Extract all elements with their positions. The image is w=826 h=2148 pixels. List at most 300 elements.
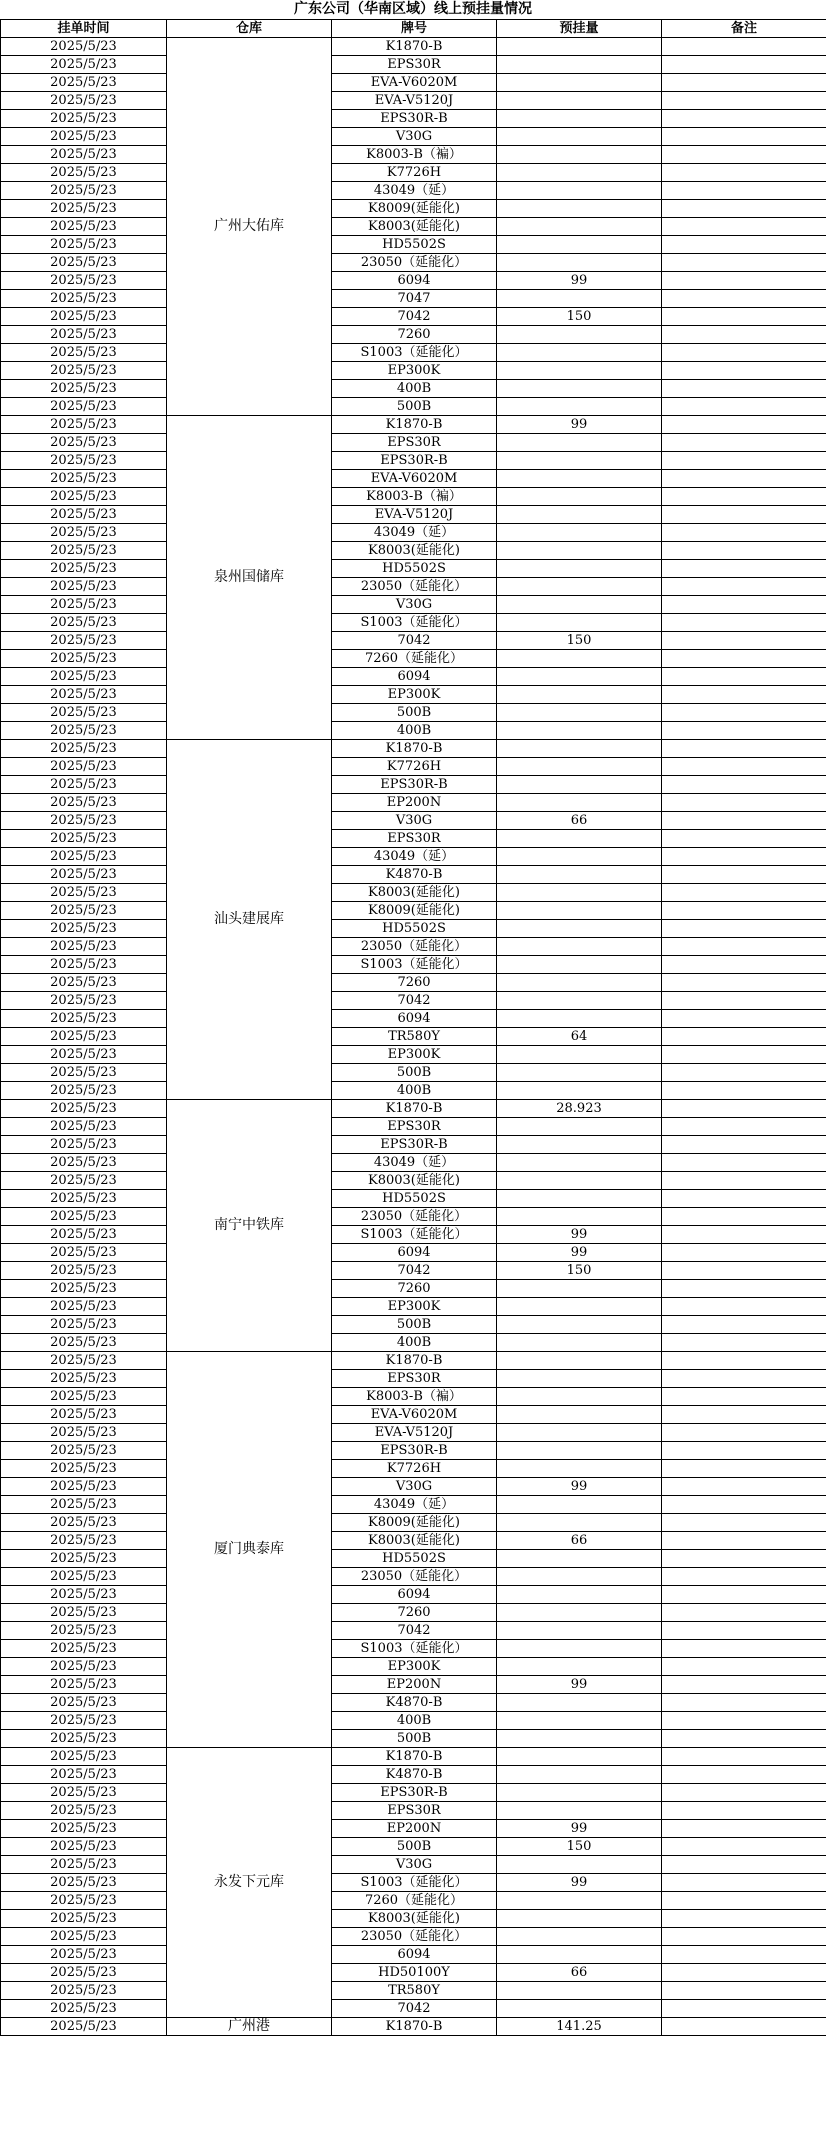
cell-grade[interactable]: V30G (332, 1856, 497, 1874)
cell-remark[interactable] (662, 1730, 826, 1748)
cell-time[interactable]: 2025/5/23 (1, 1136, 167, 1154)
cell-grade[interactable]: 7042 (332, 308, 497, 326)
cell-grade[interactable]: HD5502S (332, 920, 497, 938)
cell-grade[interactable]: EVA-V6020M (332, 74, 497, 92)
cell-grade[interactable]: EPS30R (332, 434, 497, 452)
cell-time[interactable]: 2025/5/23 (1, 326, 167, 344)
cell-quantity[interactable] (497, 1064, 662, 1082)
cell-grade[interactable]: 7260 (332, 1280, 497, 1298)
cell-remark[interactable] (662, 1262, 826, 1280)
cell-remark[interactable] (662, 182, 826, 200)
cell-remark[interactable] (662, 416, 826, 434)
cell-quantity[interactable] (497, 704, 662, 722)
cell-grade[interactable]: 23050（延能化） (332, 578, 497, 596)
cell-time[interactable]: 2025/5/23 (1, 1442, 167, 1460)
cell-grade[interactable]: K7726H (332, 758, 497, 776)
cell-grade[interactable]: 500B (332, 704, 497, 722)
cell-grade[interactable]: 500B (332, 398, 497, 416)
cell-grade[interactable]: 23050（延能化） (332, 254, 497, 272)
cell-warehouse[interactable]: 广州港 (167, 2018, 332, 2036)
cell-time[interactable]: 2025/5/23 (1, 902, 167, 920)
cell-quantity[interactable] (497, 1586, 662, 1604)
cell-time[interactable]: 2025/5/23 (1, 182, 167, 200)
cell-quantity[interactable]: 99 (497, 1244, 662, 1262)
cell-quantity[interactable] (497, 848, 662, 866)
cell-grade[interactable]: 7042 (332, 632, 497, 650)
cell-remark[interactable] (662, 1874, 826, 1892)
cell-remark[interactable] (662, 830, 826, 848)
cell-time[interactable]: 2025/5/23 (1, 1262, 167, 1280)
cell-time[interactable]: 2025/5/23 (1, 56, 167, 74)
cell-time[interactable]: 2025/5/23 (1, 362, 167, 380)
cell-quantity[interactable] (497, 1208, 662, 1226)
cell-grade[interactable]: K1870-B (332, 1100, 497, 1118)
cell-time[interactable]: 2025/5/23 (1, 1532, 167, 1550)
cell-time[interactable]: 2025/5/23 (1, 74, 167, 92)
cell-quantity[interactable] (497, 1460, 662, 1478)
cell-time[interactable]: 2025/5/23 (1, 1514, 167, 1532)
cell-quantity[interactable]: 66 (497, 1964, 662, 1982)
cell-time[interactable]: 2025/5/23 (1, 1046, 167, 1064)
cell-time[interactable]: 2025/5/23 (1, 542, 167, 560)
cell-quantity[interactable] (497, 146, 662, 164)
cell-remark[interactable] (662, 1244, 826, 1262)
cell-quantity[interactable]: 66 (497, 1532, 662, 1550)
cell-time[interactable]: 2025/5/23 (1, 1100, 167, 1118)
cell-quantity[interactable] (497, 1496, 662, 1514)
cell-quantity[interactable]: 99 (497, 1820, 662, 1838)
cell-time[interactable]: 2025/5/23 (1, 272, 167, 290)
cell-remark[interactable] (662, 1658, 826, 1676)
cell-grade[interactable]: 7042 (332, 1622, 497, 1640)
cell-quantity[interactable] (497, 74, 662, 92)
cell-time[interactable]: 2025/5/23 (1, 1730, 167, 1748)
cell-quantity[interactable] (497, 1280, 662, 1298)
cell-remark[interactable] (662, 1496, 826, 1514)
cell-quantity[interactable] (497, 758, 662, 776)
cell-grade[interactable]: 23050（延能化） (332, 938, 497, 956)
cell-time[interactable]: 2025/5/23 (1, 1784, 167, 1802)
cell-remark[interactable] (662, 398, 826, 416)
cell-remark[interactable] (662, 1676, 826, 1694)
cell-grade[interactable]: K8003(延能化) (332, 1532, 497, 1550)
cell-remark[interactable] (662, 1370, 826, 1388)
cell-time[interactable]: 2025/5/23 (1, 1586, 167, 1604)
cell-time[interactable]: 2025/5/23 (1, 1388, 167, 1406)
cell-quantity[interactable]: 28.923 (497, 1100, 662, 1118)
cell-time[interactable]: 2025/5/23 (1, 344, 167, 362)
cell-grade[interactable]: 7042 (332, 2000, 497, 2018)
cell-quantity[interactable] (497, 1352, 662, 1370)
cell-grade[interactable]: S1003（延能化） (332, 956, 497, 974)
cell-remark[interactable] (662, 74, 826, 92)
cell-time[interactable]: 2025/5/23 (1, 1712, 167, 1730)
cell-quantity[interactable] (497, 1784, 662, 1802)
cell-grade[interactable]: V30G (332, 1478, 497, 1496)
cell-time[interactable]: 2025/5/23 (1, 578, 167, 596)
cell-quantity[interactable] (497, 344, 662, 362)
cell-remark[interactable] (662, 902, 826, 920)
cell-time[interactable]: 2025/5/23 (1, 236, 167, 254)
cell-grade[interactable]: V30G (332, 128, 497, 146)
cell-grade[interactable]: 23050（延能化） (332, 1568, 497, 1586)
cell-remark[interactable] (662, 2018, 826, 2036)
cell-grade[interactable]: S1003（延能化） (332, 614, 497, 632)
cell-quantity[interactable] (497, 650, 662, 668)
cell-grade[interactable]: EPS30R-B (332, 776, 497, 794)
cell-grade[interactable]: EPS30R-B (332, 110, 497, 128)
cell-grade[interactable]: EVA-V5120J (332, 506, 497, 524)
cell-grade[interactable]: HD5502S (332, 236, 497, 254)
cell-grade[interactable]: HD50100Y (332, 1964, 497, 1982)
cell-grade[interactable]: 43049（延） (332, 1154, 497, 1172)
cell-time[interactable]: 2025/5/23 (1, 1856, 167, 1874)
cell-time[interactable]: 2025/5/23 (1, 146, 167, 164)
cell-remark[interactable] (662, 758, 826, 776)
cell-remark[interactable] (662, 920, 826, 938)
cell-grade[interactable]: 7260 (332, 1604, 497, 1622)
cell-time[interactable]: 2025/5/23 (1, 776, 167, 794)
cell-warehouse[interactable]: 南宁中铁库 (167, 1100, 332, 1352)
cell-time[interactable]: 2025/5/23 (1, 650, 167, 668)
cell-grade[interactable]: K8003(延能化) (332, 1172, 497, 1190)
cell-remark[interactable] (662, 128, 826, 146)
cell-grade[interactable]: K8003-B（褊） (332, 1388, 497, 1406)
cell-grade[interactable]: 500B (332, 1730, 497, 1748)
cell-quantity[interactable] (497, 938, 662, 956)
cell-remark[interactable] (662, 1460, 826, 1478)
cell-quantity[interactable] (497, 452, 662, 470)
cell-time[interactable]: 2025/5/23 (1, 920, 167, 938)
cell-remark[interactable] (662, 1172, 826, 1190)
cell-remark[interactable] (662, 1946, 826, 1964)
cell-time[interactable]: 2025/5/23 (1, 596, 167, 614)
cell-remark[interactable] (662, 992, 826, 1010)
cell-grade[interactable]: K1870-B (332, 416, 497, 434)
cell-remark[interactable] (662, 308, 826, 326)
cell-quantity[interactable]: 99 (497, 1676, 662, 1694)
cell-time[interactable]: 2025/5/23 (1, 794, 167, 812)
cell-grade[interactable]: EPS30R-B (332, 452, 497, 470)
cell-quantity[interactable] (497, 1802, 662, 1820)
cell-grade[interactable]: EP300K (332, 1298, 497, 1316)
cell-time[interactable]: 2025/5/23 (1, 974, 167, 992)
cell-time[interactable]: 2025/5/23 (1, 308, 167, 326)
cell-time[interactable]: 2025/5/23 (1, 1676, 167, 1694)
cell-quantity[interactable] (497, 1316, 662, 1334)
cell-quantity[interactable]: 99 (497, 1874, 662, 1892)
cell-time[interactable]: 2025/5/23 (1, 92, 167, 110)
cell-quantity[interactable] (497, 1622, 662, 1640)
cell-quantity[interactable] (497, 1118, 662, 1136)
cell-time[interactable]: 2025/5/23 (1, 164, 167, 182)
header-remark[interactable]: 备注 (662, 20, 826, 38)
cell-time[interactable]: 2025/5/23 (1, 1280, 167, 1298)
cell-remark[interactable] (662, 1082, 826, 1100)
cell-remark[interactable] (662, 1838, 826, 1856)
cell-remark[interactable] (662, 434, 826, 452)
cell-quantity[interactable] (497, 1046, 662, 1064)
cell-remark[interactable] (662, 56, 826, 74)
cell-remark[interactable] (662, 1136, 826, 1154)
cell-time[interactable]: 2025/5/23 (1, 1550, 167, 1568)
header-quantity[interactable]: 预挂量 (497, 20, 662, 38)
cell-quantity[interactable] (497, 92, 662, 110)
cell-time[interactable]: 2025/5/23 (1, 866, 167, 884)
cell-grade[interactable]: 7042 (332, 1262, 497, 1280)
cell-remark[interactable] (662, 1298, 826, 1316)
cell-quantity[interactable]: 150 (497, 1262, 662, 1280)
cell-time[interactable]: 2025/5/23 (1, 1982, 167, 2000)
cell-remark[interactable] (662, 1586, 826, 1604)
cell-time[interactable]: 2025/5/23 (1, 290, 167, 308)
cell-grade[interactable]: EP200N (332, 1676, 497, 1694)
cell-time[interactable]: 2025/5/23 (1, 1028, 167, 1046)
cell-remark[interactable] (662, 1550, 826, 1568)
cell-remark[interactable] (662, 1802, 826, 1820)
cell-grade[interactable]: K8003-B（褊） (332, 488, 497, 506)
cell-time[interactable]: 2025/5/23 (1, 1640, 167, 1658)
cell-time[interactable]: 2025/5/23 (1, 1946, 167, 1964)
cell-grade[interactable]: 7047 (332, 290, 497, 308)
cell-quantity[interactable] (497, 668, 662, 686)
cell-warehouse[interactable]: 泉州国储库 (167, 416, 332, 740)
cell-quantity[interactable] (497, 1082, 662, 1100)
cell-remark[interactable] (662, 848, 826, 866)
cell-grade[interactable]: 7260 (332, 974, 497, 992)
cell-time[interactable]: 2025/5/23 (1, 1478, 167, 1496)
cell-remark[interactable] (662, 1280, 826, 1298)
cell-quantity[interactable]: 64 (497, 1028, 662, 1046)
cell-remark[interactable] (662, 1424, 826, 1442)
cell-grade[interactable]: EPS30R (332, 56, 497, 74)
cell-time[interactable]: 2025/5/23 (1, 758, 167, 776)
cell-grade[interactable]: K4870-B (332, 866, 497, 884)
cell-grade[interactable]: K8003(延能化) (332, 884, 497, 902)
cell-quantity[interactable]: 141.25 (497, 2018, 662, 2036)
cell-quantity[interactable] (497, 524, 662, 542)
cell-time[interactable]: 2025/5/23 (1, 38, 167, 56)
cell-remark[interactable] (662, 578, 826, 596)
cell-time[interactable]: 2025/5/23 (1, 524, 167, 542)
cell-grade[interactable]: K8003(延能化) (332, 1910, 497, 1928)
cell-quantity[interactable] (497, 110, 662, 128)
cell-remark[interactable] (662, 1892, 826, 1910)
cell-remark[interactable] (662, 1910, 826, 1928)
cell-remark[interactable] (662, 1478, 826, 1496)
cell-grade[interactable]: 400B (332, 380, 497, 398)
cell-quantity[interactable]: 150 (497, 632, 662, 650)
cell-time[interactable]: 2025/5/23 (1, 2018, 167, 2036)
cell-remark[interactable] (662, 290, 826, 308)
cell-quantity[interactable] (497, 1154, 662, 1172)
cell-grade[interactable]: K8003-B（褊） (332, 146, 497, 164)
cell-grade[interactable]: 400B (332, 722, 497, 740)
cell-time[interactable]: 2025/5/23 (1, 1244, 167, 1262)
cell-remark[interactable] (662, 344, 826, 362)
cell-grade[interactable]: K8009(延能化) (332, 200, 497, 218)
cell-quantity[interactable] (497, 1766, 662, 1784)
cell-quantity[interactable] (497, 236, 662, 254)
cell-grade[interactable]: 7260（延能化） (332, 650, 497, 668)
cell-grade[interactable]: K7726H (332, 164, 497, 182)
cell-quantity[interactable] (497, 1406, 662, 1424)
cell-grade[interactable]: 7042 (332, 992, 497, 1010)
cell-time[interactable]: 2025/5/23 (1, 200, 167, 218)
cell-remark[interactable] (662, 1064, 826, 1082)
cell-quantity[interactable] (497, 956, 662, 974)
cell-time[interactable]: 2025/5/23 (1, 128, 167, 146)
cell-quantity[interactable] (497, 1172, 662, 1190)
cell-quantity[interactable] (497, 1640, 662, 1658)
cell-warehouse[interactable]: 永发下元库 (167, 1748, 332, 2018)
cell-quantity[interactable] (497, 830, 662, 848)
cell-time[interactable]: 2025/5/23 (1, 1424, 167, 1442)
cell-remark[interactable] (662, 1010, 826, 1028)
cell-quantity[interactable] (497, 2000, 662, 2018)
cell-remark[interactable] (662, 560, 826, 578)
cell-remark[interactable] (662, 1982, 826, 2000)
cell-time[interactable]: 2025/5/23 (1, 560, 167, 578)
cell-time[interactable]: 2025/5/23 (1, 1748, 167, 1766)
cell-quantity[interactable] (497, 1136, 662, 1154)
cell-time[interactable]: 2025/5/23 (1, 1208, 167, 1226)
cell-time[interactable]: 2025/5/23 (1, 614, 167, 632)
cell-remark[interactable] (662, 326, 826, 344)
cell-quantity[interactable] (497, 1514, 662, 1532)
cell-grade[interactable]: EVA-V6020M (332, 1406, 497, 1424)
cell-remark[interactable] (662, 1334, 826, 1352)
cell-remark[interactable] (662, 524, 826, 542)
cell-grade[interactable]: EPS30R (332, 1370, 497, 1388)
cell-quantity[interactable] (497, 902, 662, 920)
cell-quantity[interactable] (497, 1928, 662, 1946)
cell-remark[interactable] (662, 668, 826, 686)
cell-remark[interactable] (662, 1190, 826, 1208)
cell-quantity[interactable] (497, 1694, 662, 1712)
cell-remark[interactable] (662, 452, 826, 470)
cell-grade[interactable]: TR580Y (332, 1982, 497, 2000)
cell-grade[interactable]: EPS30R (332, 830, 497, 848)
cell-quantity[interactable] (497, 128, 662, 146)
cell-remark[interactable] (662, 794, 826, 812)
cell-quantity[interactable] (497, 1892, 662, 1910)
cell-grade[interactable]: HD5502S (332, 1550, 497, 1568)
cell-remark[interactable] (662, 38, 826, 56)
cell-grade[interactable]: 6094 (332, 668, 497, 686)
cell-time[interactable]: 2025/5/23 (1, 452, 167, 470)
cell-time[interactable]: 2025/5/23 (1, 1334, 167, 1352)
cell-quantity[interactable] (497, 992, 662, 1010)
cell-quantity[interactable] (497, 1298, 662, 1316)
cell-time[interactable]: 2025/5/23 (1, 1064, 167, 1082)
cell-remark[interactable] (662, 110, 826, 128)
cell-grade[interactable]: 7260 (332, 326, 497, 344)
cell-quantity[interactable] (497, 182, 662, 200)
cell-remark[interactable] (662, 1928, 826, 1946)
cell-grade[interactable]: 43049（延） (332, 182, 497, 200)
cell-quantity[interactable] (497, 1388, 662, 1406)
cell-quantity[interactable] (497, 164, 662, 182)
cell-remark[interactable] (662, 1226, 826, 1244)
cell-remark[interactable] (662, 1604, 826, 1622)
cell-quantity[interactable] (497, 1334, 662, 1352)
cell-remark[interactable] (662, 218, 826, 236)
cell-remark[interactable] (662, 1748, 826, 1766)
cell-grade[interactable]: K1870-B (332, 2018, 497, 2036)
cell-quantity[interactable] (497, 1856, 662, 1874)
cell-time[interactable]: 2025/5/23 (1, 1694, 167, 1712)
cell-quantity[interactable]: 99 (497, 416, 662, 434)
cell-grade[interactable]: EP200N (332, 1820, 497, 1838)
cell-grade[interactable]: K8003(延能化) (332, 542, 497, 560)
cell-time[interactable]: 2025/5/23 (1, 110, 167, 128)
cell-remark[interactable] (662, 1208, 826, 1226)
cell-time[interactable]: 2025/5/23 (1, 1496, 167, 1514)
cell-warehouse[interactable]: 汕头建展库 (167, 740, 332, 1100)
cell-time[interactable]: 2025/5/23 (1, 1910, 167, 1928)
cell-quantity[interactable] (497, 434, 662, 452)
cell-quantity[interactable] (497, 1568, 662, 1586)
cell-remark[interactable] (662, 92, 826, 110)
cell-time[interactable]: 2025/5/23 (1, 1766, 167, 1784)
cell-grade[interactable]: 23050（延能化） (332, 1928, 497, 1946)
cell-remark[interactable] (662, 1820, 826, 1838)
cell-time[interactable]: 2025/5/23 (1, 254, 167, 272)
cell-remark[interactable] (662, 1694, 826, 1712)
cell-remark[interactable] (662, 1568, 826, 1586)
cell-time[interactable]: 2025/5/23 (1, 470, 167, 488)
cell-quantity[interactable] (497, 1010, 662, 1028)
cell-quantity[interactable] (497, 398, 662, 416)
cell-time[interactable]: 2025/5/23 (1, 488, 167, 506)
cell-quantity[interactable] (497, 1730, 662, 1748)
cell-grade[interactable]: K4870-B (332, 1766, 497, 1784)
cell-grade[interactable]: K8009(延能化) (332, 902, 497, 920)
cell-quantity[interactable] (497, 470, 662, 488)
cell-time[interactable]: 2025/5/23 (1, 956, 167, 974)
cell-quantity[interactable] (497, 1550, 662, 1568)
cell-remark[interactable] (662, 632, 826, 650)
cell-quantity[interactable] (497, 218, 662, 236)
cell-remark[interactable] (662, 236, 826, 254)
cell-grade[interactable]: 43049（延） (332, 1496, 497, 1514)
cell-quantity[interactable]: 99 (497, 1226, 662, 1244)
cell-remark[interactable] (662, 200, 826, 218)
cell-time[interactable]: 2025/5/23 (1, 416, 167, 434)
cell-remark[interactable] (662, 686, 826, 704)
cell-grade[interactable]: EPS30R (332, 1118, 497, 1136)
cell-remark[interactable] (662, 776, 826, 794)
cell-quantity[interactable] (497, 740, 662, 758)
cell-remark[interactable] (662, 1316, 826, 1334)
cell-time[interactable]: 2025/5/23 (1, 1874, 167, 1892)
cell-remark[interactable] (662, 1388, 826, 1406)
cell-time[interactable]: 2025/5/23 (1, 1370, 167, 1388)
cell-grade[interactable]: EP300K (332, 1046, 497, 1064)
cell-grade[interactable]: K1870-B (332, 1352, 497, 1370)
cell-warehouse[interactable]: 广州大佑库 (167, 38, 332, 416)
cell-time[interactable]: 2025/5/23 (1, 686, 167, 704)
cell-quantity[interactable] (497, 1982, 662, 2000)
cell-quantity[interactable] (497, 1190, 662, 1208)
cell-time[interactable]: 2025/5/23 (1, 398, 167, 416)
cell-grade[interactable]: K1870-B (332, 740, 497, 758)
cell-remark[interactable] (662, 1154, 826, 1172)
cell-grade[interactable]: EVA-V5120J (332, 92, 497, 110)
cell-remark[interactable] (662, 704, 826, 722)
cell-grade[interactable]: TR580Y (332, 1028, 497, 1046)
